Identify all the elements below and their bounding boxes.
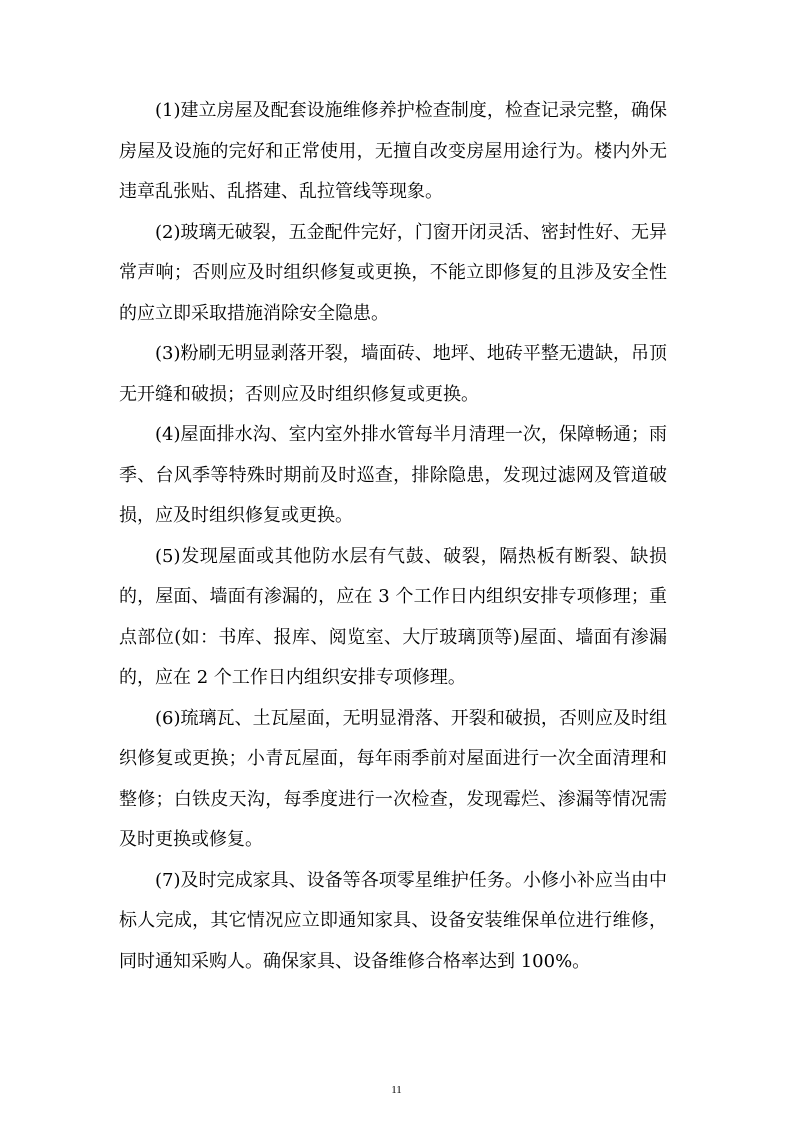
paragraph-4: (4)屋面排水沟、室内室外排水管每半月清理一次，保障畅通；雨季、台风季等特殊时期前及时巡查，排除隐患，发现过滤网及管道破损，应及时组织修复或更换。 [119, 424, 667, 526]
paragraph-2: (2)玻璃无破裂，五金配件完好，门窗开闭灵活、密封性好、无异常声响；否则应及时组织修复或更换，不能立即修复的且涉及安全性的应立即采取措施消除安全隐患。 [119, 221, 667, 324]
paragraph-3: (3)粉刷无明显剥落开裂，墙面砖、地坪、地砖平整无遗缺，吊顶无开缝和破损；否则应及时组织修复或更换。 [119, 343, 667, 405]
paragraph-5: (5)发现屋面或其他防水层有气鼓、破裂，隔热板有断裂、缺损的，屋面、墙面有渗漏的，应在 3 个工作日内组织安排专项修理；重点部位(如：书库、报库、阅览室、大厅玻璃顶等)屋面、墙面有渗漏的，应在 2 个工作日内组织安排专项修理。 [119, 545, 667, 688]
paragraph-1: (1)建立房屋及配套设施维修养护检查制度，检查记录完整，确保房屋及设施的完好和正常使用，无擅自改变房屋用途行为。楼内外无违章乱张贴、乱搭建、乱拉管线等现象。 [119, 100, 667, 202]
paragraph-7: (7)及时完成家具、设备等各项零星维护任务。小修小补应当由中标人完成，其它情况应立即通知家具、设备安装维保单位进行维修，同时通知采购人。确保家具、设备维修合格率达到 100%。 [119, 869, 667, 972]
document-body [119, 91, 667, 982]
page-number: 11 [391, 1084, 402, 1096]
paragraph-6: (6)琉璃瓦、土瓦屋面，无明显滑落、开裂和破损，否则应及时组织修复或更换；小青瓦屋面，每年雨季前对屋面进行一次全面清理和整修；白铁皮天沟，每季度进行一次检查，发现霉烂、渗漏等情况需及时更换或修复。 [119, 707, 667, 850]
